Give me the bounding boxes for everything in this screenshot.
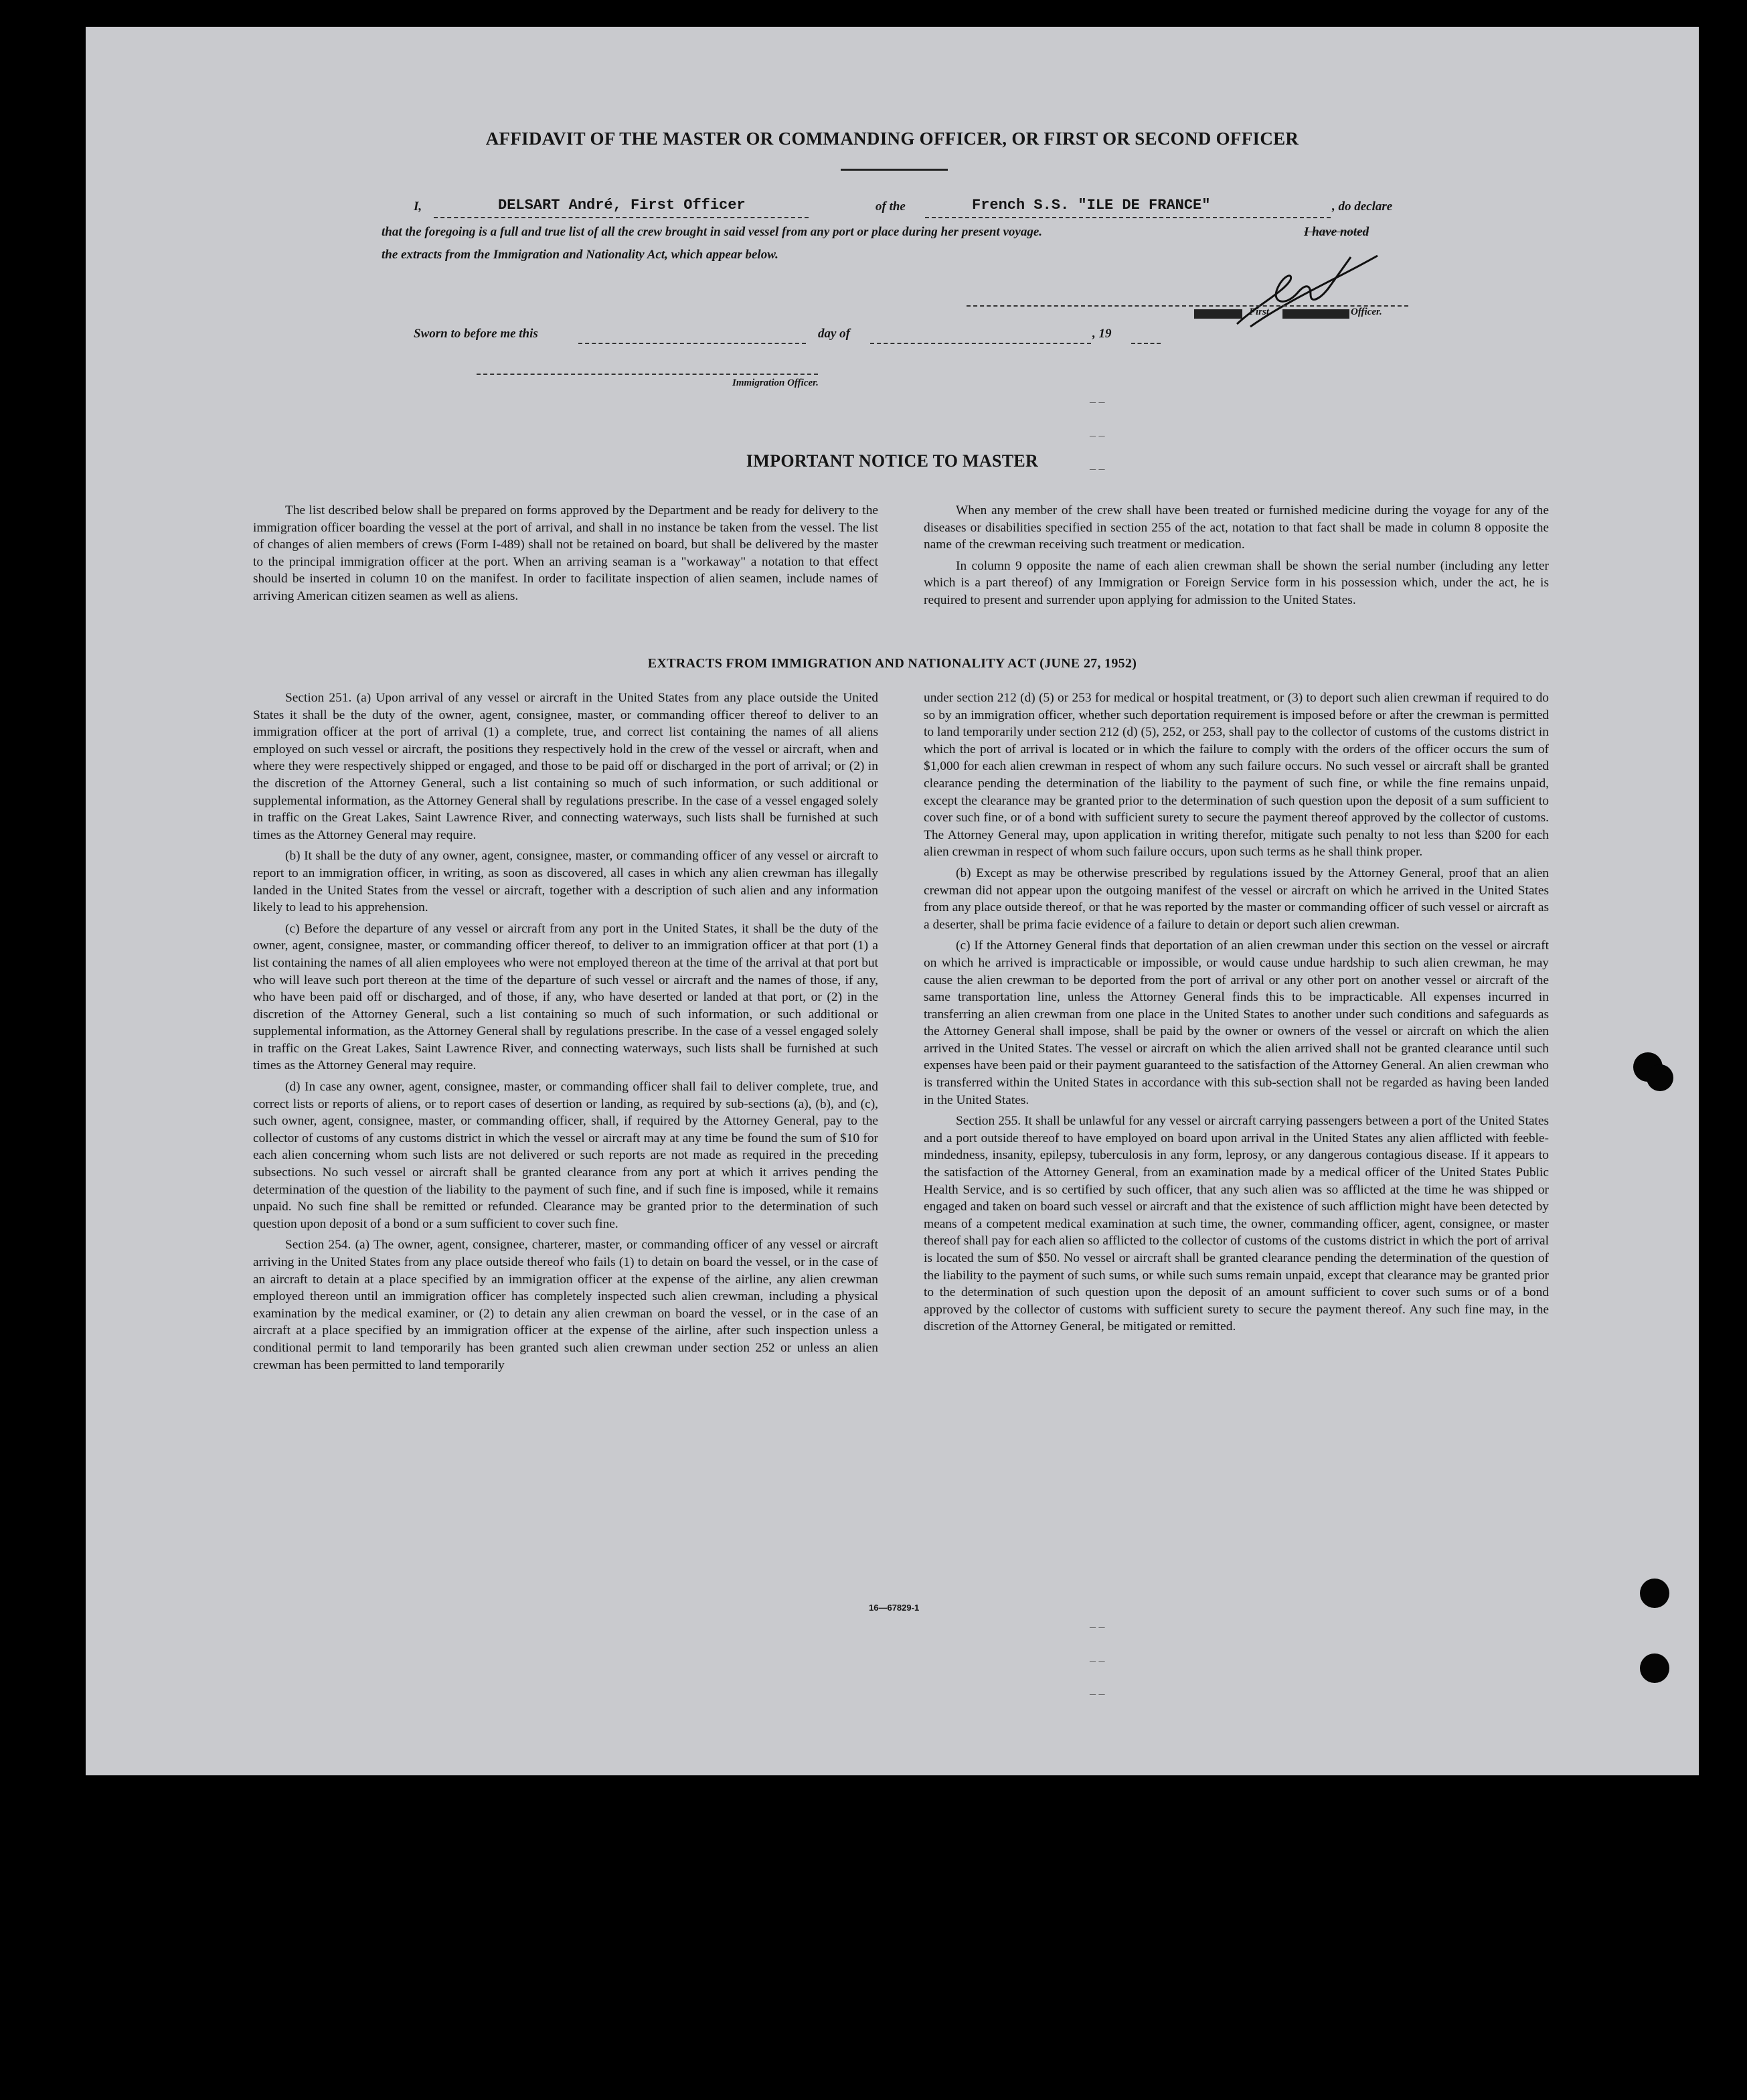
punch-hole <box>1640 1579 1669 1608</box>
affidavit-title: AFFIDAVIT OF THE MASTER OR COMMANDING OFFICER, OR FIRST OR SECOND OFFICER <box>485 129 1299 149</box>
extract-paragraph: Section 254. (a) The owner, agent, consignee, charterer, master, or commanding officer of any vessel or aircraft arriving in the United States from any place outside thereof who fails (1) to detain on board the vessel, or in the case of an aircraft to detain at a place specified by an immigration officer at the expense of the airline, any alien crewman employed thereon until an immigration officer has completely inspected such alien crewman, including a physical examination by the medical examiner, or (2) to detain any alien crewman on board the vessel, or in the case of an aircraft at a place specified by an immigration officer at the expense of the airline, after such inspection unless a conditional permit to land temporarily has been granted such alien crewman under section 252 or unless an alien crewman has been permitted to land temporarily <box>253 1238 878 1372</box>
notice-paragraph: When any member of the crew shall have been treated or furnished medicine during the voyage for any of the diseases or disabilities specified in section 255 of the act, notation to that fact shall be made in column 8 opposite the name of the crewman receiving such treatment or medication. <box>924 503 1549 552</box>
immigration-officer-line <box>477 367 818 375</box>
sworn-day-field[interactable] <box>578 332 806 344</box>
punch-hole <box>1640 1653 1669 1683</box>
extract-paragraph: (d) In case any owner, agent, consignee, master, or commanding officer shall fail to deliver complete, true, and correct lists or reports of aliens, or to report cases of desertion or landing, as required by sub-sections (a), (b), and (c), such owner, agent, consignee, master, or commanding officer, shall, if required by the Attorney General, pay to the collector of customs of any customs district in which the vessel or aircraft may at any time be found the sum of $10 for each alien concerning whom such lists are not delivered or such reports are not made as required in the preceding subsections. No such vessel or aircraft shall be granted clearance from any port at which it arrives pending the determination of the question of the liability to the payment of such fine, and if such fine is imposed, while it remains unpaid. No such fine shall be remitted or refunded. Clearance may be granted prior to the determination of such question upon deposit of a bond or a sum sufficient to cover such fine. <box>253 1080 878 1231</box>
title-underline <box>841 169 948 171</box>
year-label: , 19 <box>1092 327 1112 341</box>
extract-paragraph: (c) Before the departure of any vessel or aircraft from any port in the United States, it shall be the duty of the owner, agent, consignee, master, or commanding officer thereof, to deliver to an immigration officer at that port (1) a list containing the names of all alien employees who were not employed thereon at the time of the arrival at that port but who will leave such port thereon at the time of the departure of such vessel or aircraft and the names of those, if any, who have been paid off or discharged, and of those, if any, who have deserted or landed at that port, or (2) in the discretion of the Attorney General, such a list containing so much of such information, or such additional or supplemental information, as the Attorney General shall by regulations prescribe. In the case of a vessel engaged solely in traffic on the Great Lakes, Saint Lawrence River, and connecting waterways, such lists shall be furnished at such times as the Attorney General may require. <box>253 921 878 1073</box>
notice-paragraph: In column 9 opposite the name of each alien crewman shall be shown the serial number (including any letter which is a part thereof) of any Immigration or Foreign Service form in his possession which, under the act, he is required to present and surrender upon applying for admission to the United States. <box>924 558 1549 607</box>
vessel-field[interactable]: French S.S. "ILE DE FRANCE" <box>969 197 1213 214</box>
struck-word-1 <box>1194 309 1242 319</box>
noted-label: I have noted <box>1304 225 1369 239</box>
immigration-officer-label: Immigration Officer. <box>732 378 819 388</box>
document-page <box>86 27 1699 1775</box>
notice-paragraph: The list described below shall be prepared on forms approved by the Department and be ready for delivery to the immigration officer boarding the vessel at the port of arrival, and shall in no instance be taken from the vessel. The list of changes of alien members of crews (Form I-489) shall not be retained on board, but shall be delivered by the master to the principal immigration officer at the port. When an arriving seaman is a "workaway" a notation to that effect should be inserted in column 10 on the manifest. In order to facilitate inspection of alien seamen, include names of arriving American citizen seamen as well as aliens. <box>253 503 878 603</box>
notice-right-column <box>924 502 1549 613</box>
declare-label: , do declare <box>1332 199 1393 214</box>
punch-hole <box>1647 1064 1673 1091</box>
declaration-line-3: the extracts from the Immigration and Nationality Act, which appear below. <box>382 248 778 262</box>
sworn-month-field[interactable] <box>870 332 1091 344</box>
bleed-mark: – – <box>1090 1687 1105 1700</box>
notice-left-column <box>253 502 878 609</box>
signature-caption-first: First <box>1249 307 1270 317</box>
of-the-label: of the <box>876 199 906 214</box>
extract-paragraph: (b) It shall be the duty of any owner, agent, consignee, master, or commanding officer of any vessel or aircraft to report to an immigration officer, in writing, as soon as discovered, all cases in which any alien crewman has illegally landed in the United States from the vessel or aircraft, together with a description of such alien and any information likely to lead to his apprehension. <box>253 849 878 915</box>
form-number: 16—67829-1 <box>869 1603 920 1613</box>
signature-line <box>967 299 1408 307</box>
extract-paragraph: (b) Except as may be otherwise prescribed by regulations issued by the Attorney General, proof that an alien crewman did not appear upon the outgoing manifest of the vessel or aircraft on which he arrived in the United States from any place outside thereof, or that he was reported by the master or commanding officer of such vessel or aircraft as a deserter, shall be prima facie evidence of a failure to detain or deport such alien crewman. <box>924 866 1549 932</box>
extract-paragraph: Section 255. It shall be unlawful for any vessel or aircraft carrying passengers between a port of the United States and a port outside thereof to have employed on board upon arrival in the United States any alien afflicted with feeble-mindedness, insanity, epilepsy, tuberculosis in any form, leprosy, or any dangerous contagious disease. If it appears to the satisfaction of the Attorney General, from an examination made by a medical officer of the United States Public Health Service, and is so certified by such officer, that any such alien was so afflicted at the time he was shipped or engaged and taken on board such vessel or aircraft and that the existence of such affliction might have been detected by means of a competent medical examination at such time, the owner, commanding officer, agent, consignee, or master thereof shall pay for each alien so afflicted to the collector of customs of the customs district in which the port of arrival is located the sum of $50. No vessel or aircraft shall be granted clearance pending the determination of the question of the liability to the payment of such sums, or while such sums remain unpaid, except that clearance may be granted prior to the determination of such question upon the deposit of an amount sufficient to cover such sums or of a bond approved by the collector of customs with sufficient surety to secure the payment thereof. Any such fine may, in the discretion of the Attorney General, be mitigated or remitted. <box>924 1114 1549 1334</box>
sworn-label: Sworn to before me this <box>414 327 538 341</box>
day-of-label: day of <box>818 327 851 341</box>
sworn-year-field[interactable] <box>1131 332 1161 344</box>
extract-paragraph: (c) If the Attorney General finds that deportation of an alien crewman under this section on the vessel or aircraft on which he arrived is impracticable or impossible, or would cause undue hardship to such alien crewman, he may cause the alien crewman to be deported from the port of arrival or any other port on another vessel or aircraft of the same transportation line, unless the Attorney General finds this to be impracticable. All expenses incurred in transferring an alien crewman from one place in the United States to another under such conditions and safeguards as the Attorney General shall impose, shall be paid by the owner or owners of the vessel or aircraft on which the alien arrived in the United States. The vessel or aircraft on which the alien arrived shall not be granted clearance until such expenses have been paid or their payment guaranteed to the satisfaction of the Attorney General. An alien crewman who is transferred within the United States in accordance with this sub-section shall not be regarded as having been landed in the United States. <box>924 939 1549 1107</box>
extracts-right-column <box>924 690 1549 1340</box>
signature-caption-officer: Officer. <box>1351 307 1382 317</box>
struck-word-2 <box>1282 309 1349 319</box>
bleed-mark: – – <box>1090 395 1105 408</box>
notice-title: IMPORTANT NOTICE TO MASTER <box>746 451 1039 471</box>
officer-name-field[interactable]: DELSART André, First Officer <box>495 197 748 214</box>
bleed-mark: – – <box>1090 1653 1105 1667</box>
extract-paragraph: under section 212 (d) (5) or 253 for medical or hospital treatment, or (3) to deport such alien crewman if required to do so by an immigration officer, whether such deportation requirement is imposed before or after the crewman is permitted to land temporarily under section 212 (d) (5), 252, or 253, shall pay to the collector of customs of the customs district in which the port of arrival is located or in which the failure to comply with the orders of the officer occurs the sum of $1,000 for each alien crewman in respect of whom any such failure occurs. No such vessel or aircraft shall be granted clearance pending the determination of the liability to the payment of such fine, or while the fine remains unpaid, except the clearance may be granted prior to the determination of such question upon the deposit of a sum sufficient to cover such fine, or of a bond with sufficient surety to secure the payment thereof approved by the collector of customs. The Attorney General may, upon application in writing therefor, mitigate such penalty to not less than $200 for each alien crewman in respect of whom such failure occurs, upon such terms as he shall think proper. <box>924 691 1549 860</box>
bleed-mark: – – <box>1090 462 1105 475</box>
extracts-title: EXTRACTS FROM IMMIGRATION AND NATIONALITY ACT (JUNE 27, 1952) <box>647 656 1137 671</box>
extract-paragraph: Section 251. (a) Upon arrival of any vessel or aircraft in the United States from any place outside the United States it shall be the duty of the owner, agent, consignee, master, or commanding officer thereof to deliver to an immigration officer at the port of arrival (1) a complete, true, and correct list containing the names of all aliens employed on such vessel or aircraft, the positions they respectively hold in the crew of the vessel or aircraft, when and where they were respectively shipped or engaged, and those to be paid off or discharged in the port of arrival; or (2) in the discretion of the Attorney General, such a list containing so much of such information, or such additional or supplemental information, as the Attorney General shall by regulations prescribe. In the case of a vessel engaged solely in traffic on the Great Lakes, Saint Lawrence River, and connecting waterways, such lists shall be furnished at such times as the Attorney General may require. <box>253 691 878 842</box>
bleed-mark: – – <box>1090 428 1105 442</box>
bleed-mark: – – <box>1090 1620 1105 1633</box>
declaration-line-2: that the foregoing is a full and true list of all the crew brought in said vessel from any port or place during her present voyage. <box>382 225 1042 239</box>
i-label: I, <box>414 199 422 214</box>
officer-signature <box>1210 245 1384 345</box>
extracts-left-column <box>253 690 878 1378</box>
